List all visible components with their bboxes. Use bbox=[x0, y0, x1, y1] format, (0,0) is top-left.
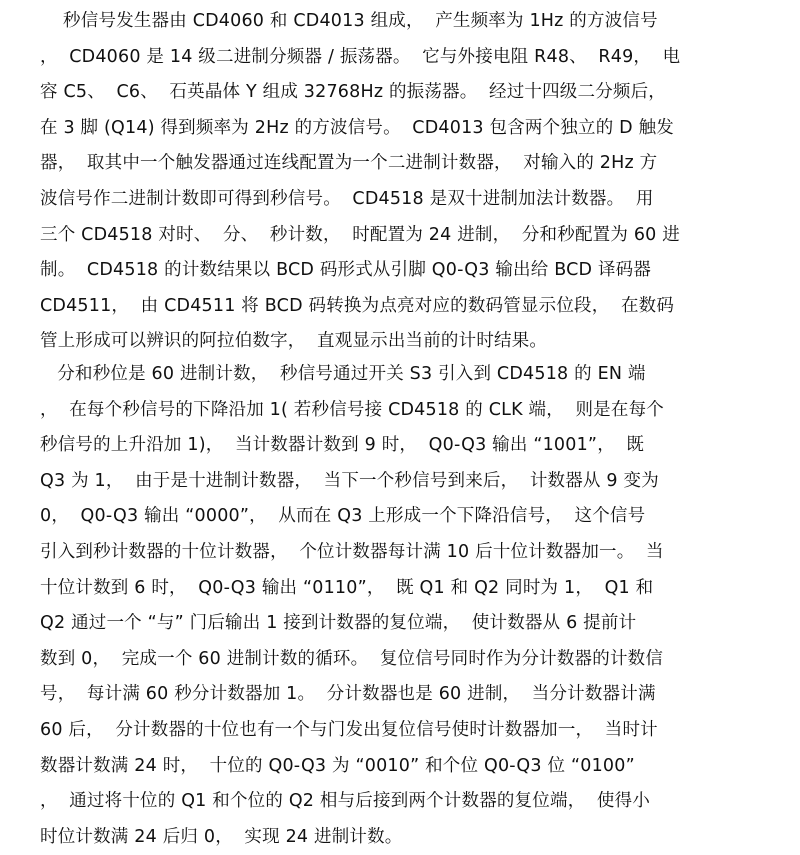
text-line: 0， Q0-Q3 输出 “0000”， 从而在 Q3 上形成一个下降沿信号， 这个信号 bbox=[40, 506, 646, 527]
text-line: 秒信号发生器由 CD4060 和 CD4013 组成， 产生频率为 1Hz 的方波信号 bbox=[40, 11, 658, 31]
text-line: 秒信号的上升沿加 1)， 当计数器计数到 9 时， Q0-Q3 输出 “1001”， 既 bbox=[40, 435, 645, 456]
text-line: 在 3 脚 (Q14) 得到频率为 2Hz 的方波信号。 CD4013 包含两个独立的 D 触发 bbox=[40, 117, 675, 138]
text-line: 分和秒位是 60 进制计数， 秒信号通过开关 S3 引入到 CD4518 的 EN 端 bbox=[40, 364, 646, 384]
text-line: 波信号作二进制计数即可得到秒信号。 CD4518 是双十进制加法计数器。 用 bbox=[40, 188, 654, 209]
text-line: 十位计数到 6 时， Q0-Q3 输出 “0110”， 既 Q1 和 Q2 同时为 1， Q1 和 bbox=[40, 577, 654, 598]
text-line: 60 后， 分计数器的十位也有一个与门发出复位信号使时计数器加一， 当时计 bbox=[40, 719, 658, 740]
text-line: ， 在每个秒信号的下降沿加 1( 若秒信号接 CD4518 的 CLK 端， 则是在每个 bbox=[40, 399, 664, 420]
text-line: 时位计数满 24 后归 0， 实现 24 进制计数。 bbox=[40, 826, 403, 847]
text-line: 号， 每计满 60 秒分计数器加 1。 分计数器也是 60 进制， 当分计数器计满 bbox=[40, 684, 656, 705]
text-line: 数到 0， 完成一个 60 进制计数的循环。 复位信号同时作为分计数器的计数信 bbox=[40, 648, 664, 669]
text-line: 引入到秒计数器的十位计数器， 个位计数器每计满 10 后十位计数器加一。 当 bbox=[40, 541, 664, 562]
text-line: ， CD4060 是 14 级二进制分频器 / 振荡器。 它与外接电阻 R48、 R49， 电 bbox=[40, 46, 681, 67]
text-line: Q3 为 1， 由于是十进制计数器， 当下一个秒信号到来后， 计数器从 9 变为 bbox=[40, 470, 659, 491]
text-line: 三个 CD4518 对时、 分、 秒计数， 时配置为 24 进制， 分和秒配置为 60 进 bbox=[40, 224, 680, 245]
text-line: ， 通过将十位的 Q1 和个位的 Q2 相与后接到两个计数器的复位端， 使得小 bbox=[40, 791, 651, 812]
text-line: 容 C5、 C6、 石英晶体 Y 组成 32768Hz 的振荡器。 经过十四级二分频后， bbox=[40, 82, 666, 103]
text-line: 制。 CD4518 的计数结果以 BCD 码形式从引脚 Q0-Q3 输出给 BCD 译码器 bbox=[40, 260, 652, 281]
text-line: 器， 取其中一个触发器通过连线配置为一个二进制计数器， 对输入的 2Hz 方 bbox=[40, 153, 658, 174]
text-line: 数器计数满 24 时， 十位的 Q0-Q3 为 “0010” 和个位 Q0-Q3 位 “0100” bbox=[40, 755, 635, 776]
text-line: 管上形成可以辨识的阿拉伯数字， 直观显示出当前的计时结果。 bbox=[40, 331, 548, 352]
paragraph-seconds-generator bbox=[40, 4, 762, 360]
text-line: CD4511， 由 CD4511 将 BCD 码转换为点亮对应的数码管显示位段， 在数码 bbox=[40, 295, 675, 316]
paragraph-counter-logic bbox=[40, 357, 762, 855]
text-line: Q2 通过一个 “与” 门后输出 1 接到计数器的复位端， 使计数器从 6 提前计 bbox=[40, 613, 637, 634]
